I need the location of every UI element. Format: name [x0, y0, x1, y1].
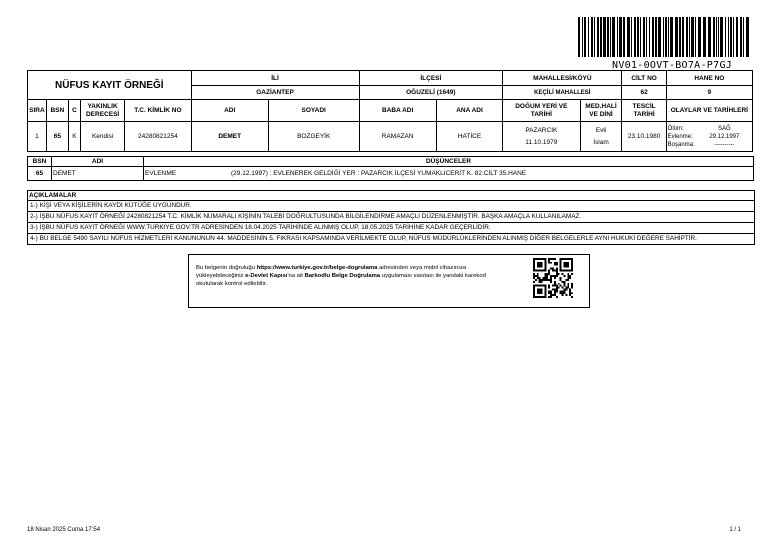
person-sira: 1	[28, 122, 47, 152]
qr-module	[563, 290, 565, 292]
olay-olum-value: SAĞ	[718, 125, 731, 132]
qr-module	[571, 283, 573, 285]
qr-module	[571, 285, 573, 287]
barcode-bar	[652, 17, 654, 57]
qr-module	[554, 262, 556, 264]
barcode-bar	[591, 17, 593, 57]
qr-module	[554, 277, 556, 279]
header-ilce: İLÇESİ	[359, 71, 503, 86]
qr-module	[560, 292, 562, 294]
qr-module	[548, 273, 550, 275]
qr-module	[567, 285, 569, 287]
aciklama-line-1: 1-) KİŞİ VEYA KİŞİLERİN KAYDI KÜTÜĞE UYGUNDUR.	[28, 201, 754, 212]
qr-module	[558, 287, 560, 289]
barcode-bar	[716, 17, 717, 57]
dus-adi: DEMET	[52, 167, 144, 181]
barcode-bar	[649, 17, 650, 57]
qr-module	[548, 292, 550, 294]
qr-module	[554, 288, 556, 290]
barcode-bar	[594, 17, 595, 57]
header-mahalle: MAHALLESİ/KÖYÜ	[503, 71, 622, 86]
barcode-bar	[607, 17, 609, 57]
barcode-bar	[619, 17, 622, 57]
qr-module	[562, 290, 564, 292]
header-cilt-no: CİLT NO	[622, 71, 666, 86]
qr-module	[556, 285, 558, 287]
qr-module	[552, 269, 554, 271]
person-yakinlik: Kendisi	[81, 122, 125, 152]
barcode-bar	[679, 17, 681, 57]
dus-col-adi: ADI	[52, 157, 144, 167]
qr-module	[544, 279, 546, 281]
qr-module	[552, 258, 554, 260]
qr-module	[548, 296, 550, 298]
qr-module	[567, 277, 569, 279]
barcode-bar	[725, 17, 726, 57]
barcode-bar	[730, 17, 732, 57]
qr-module	[548, 290, 550, 292]
qr-module	[550, 268, 552, 270]
person-dogum-tarihi: 11.10.1979	[525, 138, 558, 146]
aciklamalar-title: AÇIKLAMALAR	[28, 191, 754, 201]
barcode-bar	[631, 17, 632, 57]
qr-module	[554, 258, 556, 260]
barcode-bar	[703, 17, 706, 57]
qr-module	[571, 292, 573, 294]
barcode-bar	[740, 17, 742, 57]
person-ana-adi: HATİCE	[436, 122, 502, 152]
qr-module	[556, 290, 558, 292]
barcode-bar	[597, 17, 599, 57]
barcode-bar	[634, 17, 636, 57]
qr-module	[562, 281, 564, 283]
qr-module	[554, 294, 556, 296]
col-soyadi: SOYADI	[268, 100, 359, 122]
value-ilce: OĞUZELİ (1649)	[359, 86, 503, 100]
barcode-bar	[728, 17, 729, 57]
qr-module	[558, 283, 560, 285]
qr-module	[548, 262, 550, 264]
dus-bsn: 65	[28, 167, 52, 181]
barcode-image	[578, 17, 754, 57]
barcode-bar	[718, 17, 719, 57]
olay-evlenme-value: 29.12.1997	[709, 133, 740, 140]
qr-module	[560, 279, 562, 281]
qr-module	[567, 273, 569, 275]
qr-module	[537, 262, 543, 268]
col-yakinlik: YAKINLIK DERECESİ	[81, 100, 125, 122]
qr-module	[550, 279, 552, 281]
dus-col-dusunceler: DÜŞÜNCELER	[144, 157, 754, 167]
qr-module	[565, 287, 567, 289]
qr-module	[533, 277, 535, 279]
qr-module	[554, 275, 556, 277]
dus-text: (29.12.1997) : EVLENEREK GELDİĞİ YER : PAZARCIK İLÇESİ YUMAKLICERİT K. 82.CİLT 35.HANE	[231, 170, 527, 177]
qr-module	[537, 273, 539, 275]
person-adi: DEMET	[191, 122, 268, 152]
qr-module	[556, 271, 558, 273]
barcode-bar	[675, 17, 678, 57]
qr-module	[563, 285, 565, 287]
barcode-bar	[582, 17, 583, 57]
barcode-bar	[578, 17, 580, 57]
qr-module	[565, 288, 567, 290]
qr-code-image	[533, 258, 573, 298]
qr-module	[537, 288, 543, 294]
barcode-bar	[686, 17, 688, 57]
barcode-bar	[708, 17, 711, 57]
barcode-bar	[655, 17, 657, 57]
qr-module	[563, 288, 565, 290]
col-dogum: DOĞUM YERİ VE TARİHİ	[503, 100, 580, 122]
col-sira: SIRA	[28, 100, 47, 122]
document-number: NV01-0OVT-BO7A-P7GJ	[612, 60, 733, 71]
qr-module	[556, 268, 558, 270]
qr-module	[567, 283, 569, 285]
barcode-bar	[746, 17, 749, 57]
qr-module	[548, 287, 550, 289]
qr-module	[562, 273, 564, 275]
aciklama-line-4: 4-) BU BELGE 5490 SAYILI NÜFUS HİZMETLERİ KANUNUNUN 44. MADDESİNİN 5. FIKRASI KAPSAMINDA VERİLMEKTE OLUP, NÜFUS MÜDÜRLÜKLERİNDEN ALINMIŞ DİĞER BELGELERLE AYNI HUKUKİ DEĞERE SAHİPTİR.	[28, 234, 754, 245]
dus-col-bsn: BSN	[28, 157, 52, 167]
registry-table	[27, 70, 753, 152]
value-cilt-no: 62	[622, 86, 666, 100]
person-bsn: 65	[46, 122, 68, 152]
qr-module	[539, 279, 541, 281]
qr-module	[541, 281, 543, 283]
qr-module	[569, 277, 571, 279]
qr-module	[554, 283, 556, 285]
barcode-bar	[720, 17, 723, 57]
barcode-bar	[665, 17, 667, 57]
barcode-bar	[668, 17, 669, 57]
qr-module	[571, 296, 573, 298]
qr-module	[550, 294, 552, 296]
qr-module	[563, 283, 565, 285]
qr-module	[550, 290, 552, 292]
qr-module	[550, 277, 552, 279]
qr-module	[569, 288, 571, 290]
qr-module	[562, 294, 564, 296]
qr-module	[548, 279, 550, 281]
qr-module	[546, 275, 548, 277]
barcode-bar	[743, 17, 744, 57]
barcode-bar	[600, 17, 602, 57]
header-il: İLİ	[191, 71, 359, 86]
qr-module	[550, 258, 552, 260]
qr-module	[569, 294, 571, 296]
value-hane-no: 9	[666, 86, 752, 100]
olay-bosanma-label: Boşanma:	[667, 141, 695, 148]
qr-module	[552, 275, 554, 277]
person-din: İslam	[593, 138, 609, 146]
barcode-bar	[610, 17, 611, 57]
qr-module	[560, 285, 562, 287]
person-dogum-yeri: PAZARCIK	[525, 126, 558, 134]
qr-module	[533, 273, 535, 275]
qr-module	[565, 279, 567, 281]
person-medeni	[580, 122, 622, 152]
qr-module	[544, 277, 546, 279]
qr-module	[554, 285, 556, 287]
value-mahalle: KEÇİLİ MAHALLESİ	[503, 86, 622, 100]
qr-module	[537, 277, 539, 279]
qr-module	[537, 275, 539, 277]
qr-module	[552, 294, 554, 296]
barcode-bar	[640, 17, 641, 57]
barcode-bar	[603, 17, 606, 57]
qr-module	[567, 279, 569, 281]
barcode-bar	[689, 17, 690, 57]
olay-evlenme-label: Evlenme:	[667, 133, 693, 140]
qr-module	[548, 258, 550, 260]
qr-module	[571, 287, 573, 289]
dusunceler-table	[27, 156, 754, 181]
col-tescil: TESCİL TARİHİ	[622, 100, 666, 122]
barcode-bar	[695, 17, 696, 57]
qr-module	[563, 281, 565, 283]
col-ana-adi: ANA ADI	[436, 100, 502, 122]
col-c: C	[68, 100, 80, 122]
barcode-bar	[627, 17, 630, 57]
table-row	[28, 167, 754, 181]
qr-module	[548, 269, 550, 271]
qr-module	[563, 275, 565, 277]
qr-module	[569, 292, 571, 294]
qr-module	[546, 273, 548, 275]
qr-module	[563, 262, 569, 268]
qr-module	[554, 290, 556, 292]
qr-module	[565, 294, 567, 296]
barcode-bar	[588, 17, 589, 57]
barcode-bar	[643, 17, 645, 57]
person-tescil: 23.10.1980	[622, 122, 666, 152]
barcode-bar	[713, 17, 715, 57]
qr-module	[535, 275, 537, 277]
qr-module	[548, 260, 550, 262]
qr-module	[556, 273, 558, 275]
qr-module	[556, 269, 558, 271]
verify-edevlet: e-Devlet Kapısı	[245, 273, 288, 279]
qr-module	[541, 279, 543, 281]
footer-date: 18 Nisan 2025 Cuma 17:54	[27, 527, 101, 533]
barcode-bar	[646, 17, 647, 57]
aciklama-line-2: 2-) İŞBU NÜFUS KAYIT ÖRNEĞİ 24280821254 T.C. KİMLİK NUMARALI KİŞİNİN TALEBİ DOĞRULTUSUNDA BİLGİLENDİRME AMAÇLI DÜZENLENMİŞTİR. BAŞKA AMAÇLA KULLANILAMAZ.	[28, 212, 754, 223]
qr-module	[533, 275, 535, 277]
value-il: GAZİANTEP	[191, 86, 359, 100]
qr-module	[569, 275, 571, 277]
verify-url-link[interactable]: https://www.turkiye.gov.tr/belge-dogrulama	[256, 265, 378, 271]
qr-module	[554, 269, 556, 271]
barcode-bar	[658, 17, 661, 57]
barcode-bar	[584, 17, 586, 57]
aciklamalar-section	[27, 190, 755, 245]
qr-module	[550, 281, 552, 283]
verify-text-4: uygulaması vasıtası ile yandaki karekod okutularak kontrol edilebilir.	[196, 273, 486, 287]
qr-module	[539, 277, 541, 279]
verify-text-2: adresinden veya mobil cihazınıza yükleyebileceğiniz	[196, 265, 467, 279]
qr-module	[546, 279, 548, 281]
person-soyadi: BOZGEYİK	[268, 122, 359, 152]
qr-module	[562, 292, 564, 294]
barcode-bar	[682, 17, 684, 57]
qr-module	[569, 290, 571, 292]
table-row	[28, 122, 753, 152]
verify-text-3: 'na ait	[287, 273, 305, 279]
qr-module	[558, 273, 560, 275]
qr-module	[563, 292, 565, 294]
person-tc: 24280821254	[125, 122, 191, 152]
olay-bosanma-value: ----------	[714, 141, 735, 148]
qr-module	[548, 285, 550, 287]
dus-olay: EVLENME	[145, 170, 177, 177]
qr-module	[543, 279, 545, 281]
qr-module	[535, 279, 537, 281]
qr-module	[560, 290, 562, 292]
barcode-bar	[612, 17, 615, 57]
page-title: NÜFUS KAYIT ÖRNEĞİ	[28, 71, 192, 100]
person-medeni-hal: Evli	[595, 126, 607, 134]
barcode-bar	[663, 17, 664, 57]
qr-module	[560, 277, 562, 279]
barcode-bar	[698, 17, 701, 57]
qr-module	[543, 277, 545, 279]
barcode-bar	[733, 17, 734, 57]
col-tc: T.C. KİMLİK NO	[125, 100, 191, 122]
verification-text	[196, 264, 496, 288]
barcode-bar	[670, 17, 673, 57]
qr-module	[550, 296, 552, 298]
qr-module	[556, 262, 558, 264]
qr-module	[550, 262, 552, 264]
qr-module	[554, 264, 556, 266]
header-hane-no: HANE NO	[666, 71, 752, 86]
verify-text-1: Bu belgenin doğruluğu	[196, 265, 257, 271]
barcode-bar	[623, 17, 625, 57]
qr-module	[562, 287, 564, 289]
col-baba-adi: BABA ADI	[359, 100, 436, 122]
footer-page-number: 1 / 1	[729, 527, 741, 533]
col-adi: ADI	[191, 100, 268, 122]
qr-module	[533, 281, 535, 283]
person-baba-adi: RAMAZAN	[359, 122, 436, 152]
qr-module	[546, 277, 548, 279]
verify-app-name: Barkodlu Belge Doğrulama	[304, 273, 381, 279]
qr-module	[567, 275, 569, 277]
qr-module	[571, 273, 573, 275]
aciklama-line-3: 3-) İŞBU NÜFUS KAYIT ÖRNEĞİ WWW.TURKIYE.GOV.TR ADRESİNDEN 18.04.2025 TARİHİNDE ALINMIŞ OLUP, 18.05.2025 TARİHİNE KADAR GEÇERLİDİR.	[28, 223, 754, 234]
col-bsn: BSN	[46, 100, 68, 122]
qr-module	[539, 281, 541, 283]
qr-module	[556, 296, 558, 298]
person-c: K	[68, 122, 80, 152]
qr-module	[552, 288, 554, 290]
qr-module	[567, 287, 569, 289]
barcode-bar	[691, 17, 694, 57]
qr-module	[556, 264, 558, 266]
qr-module	[556, 288, 558, 290]
qr-module	[550, 275, 552, 277]
person-dogum	[503, 122, 580, 152]
qr-module	[552, 268, 554, 270]
col-medeni: MED.HALİ VE DİNİ	[580, 100, 622, 122]
qr-module	[552, 285, 554, 287]
dus-text-cell	[144, 167, 754, 181]
person-olaylar	[666, 122, 752, 152]
qr-module	[544, 273, 546, 275]
qr-module	[554, 292, 556, 294]
barcode-bar	[637, 17, 639, 57]
qr-module	[554, 281, 556, 283]
barcode-bar	[736, 17, 738, 57]
qr-module	[556, 275, 558, 277]
qr-module	[548, 271, 550, 273]
qr-module	[556, 287, 558, 289]
qr-module	[544, 275, 546, 277]
col-olaylar: OLAYLAR VE TARİHLERİ	[666, 100, 752, 122]
qr-module	[550, 292, 552, 294]
olay-olum-label: Ölüm:	[667, 125, 684, 132]
barcode-bar	[617, 17, 618, 57]
